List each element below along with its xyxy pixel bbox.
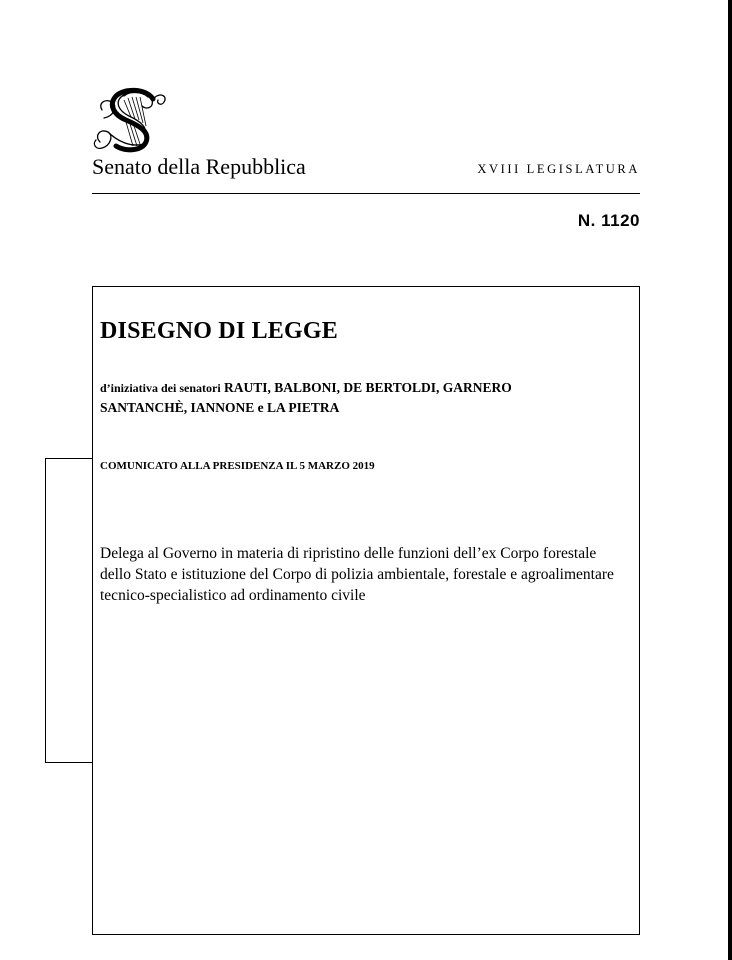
institution-name: Senato della Repubblica	[92, 154, 306, 179]
document-number: N. 1120	[577, 211, 640, 230]
senate-logo-icon	[90, 86, 170, 154]
initiative-block	[100, 378, 620, 417]
initiative-names-line1: RAUTI, BALBONI, DE BERTOLDI, GARNERO	[224, 380, 512, 395]
initiative-lead: d’iniziativa dei senatori	[100, 381, 221, 395]
header-divider	[92, 193, 640, 194]
legislature-label: XVIII LEGISLATURA	[477, 162, 640, 176]
page-edge-bar	[728, 0, 732, 960]
initiative-names-line2: SANTANCHÈ, IANNONE e LA PIETRA	[100, 400, 340, 415]
bill-title: Delega al Governo in materia di ripristino delle funzioni dell’ex Corpo forestale dello Stato e istituzione del Corpo di polizia ambientale, forestale e agroalimentare tecnico-specialistico ad ordinamento civile	[100, 545, 614, 604]
communication-date: COMUNICATO ALLA PRESIDENZA IL 5 MARZO 2019	[100, 460, 375, 472]
document-type-heading: DISEGNO DI LEGGE	[100, 318, 338, 344]
side-bracket	[45, 458, 93, 763]
